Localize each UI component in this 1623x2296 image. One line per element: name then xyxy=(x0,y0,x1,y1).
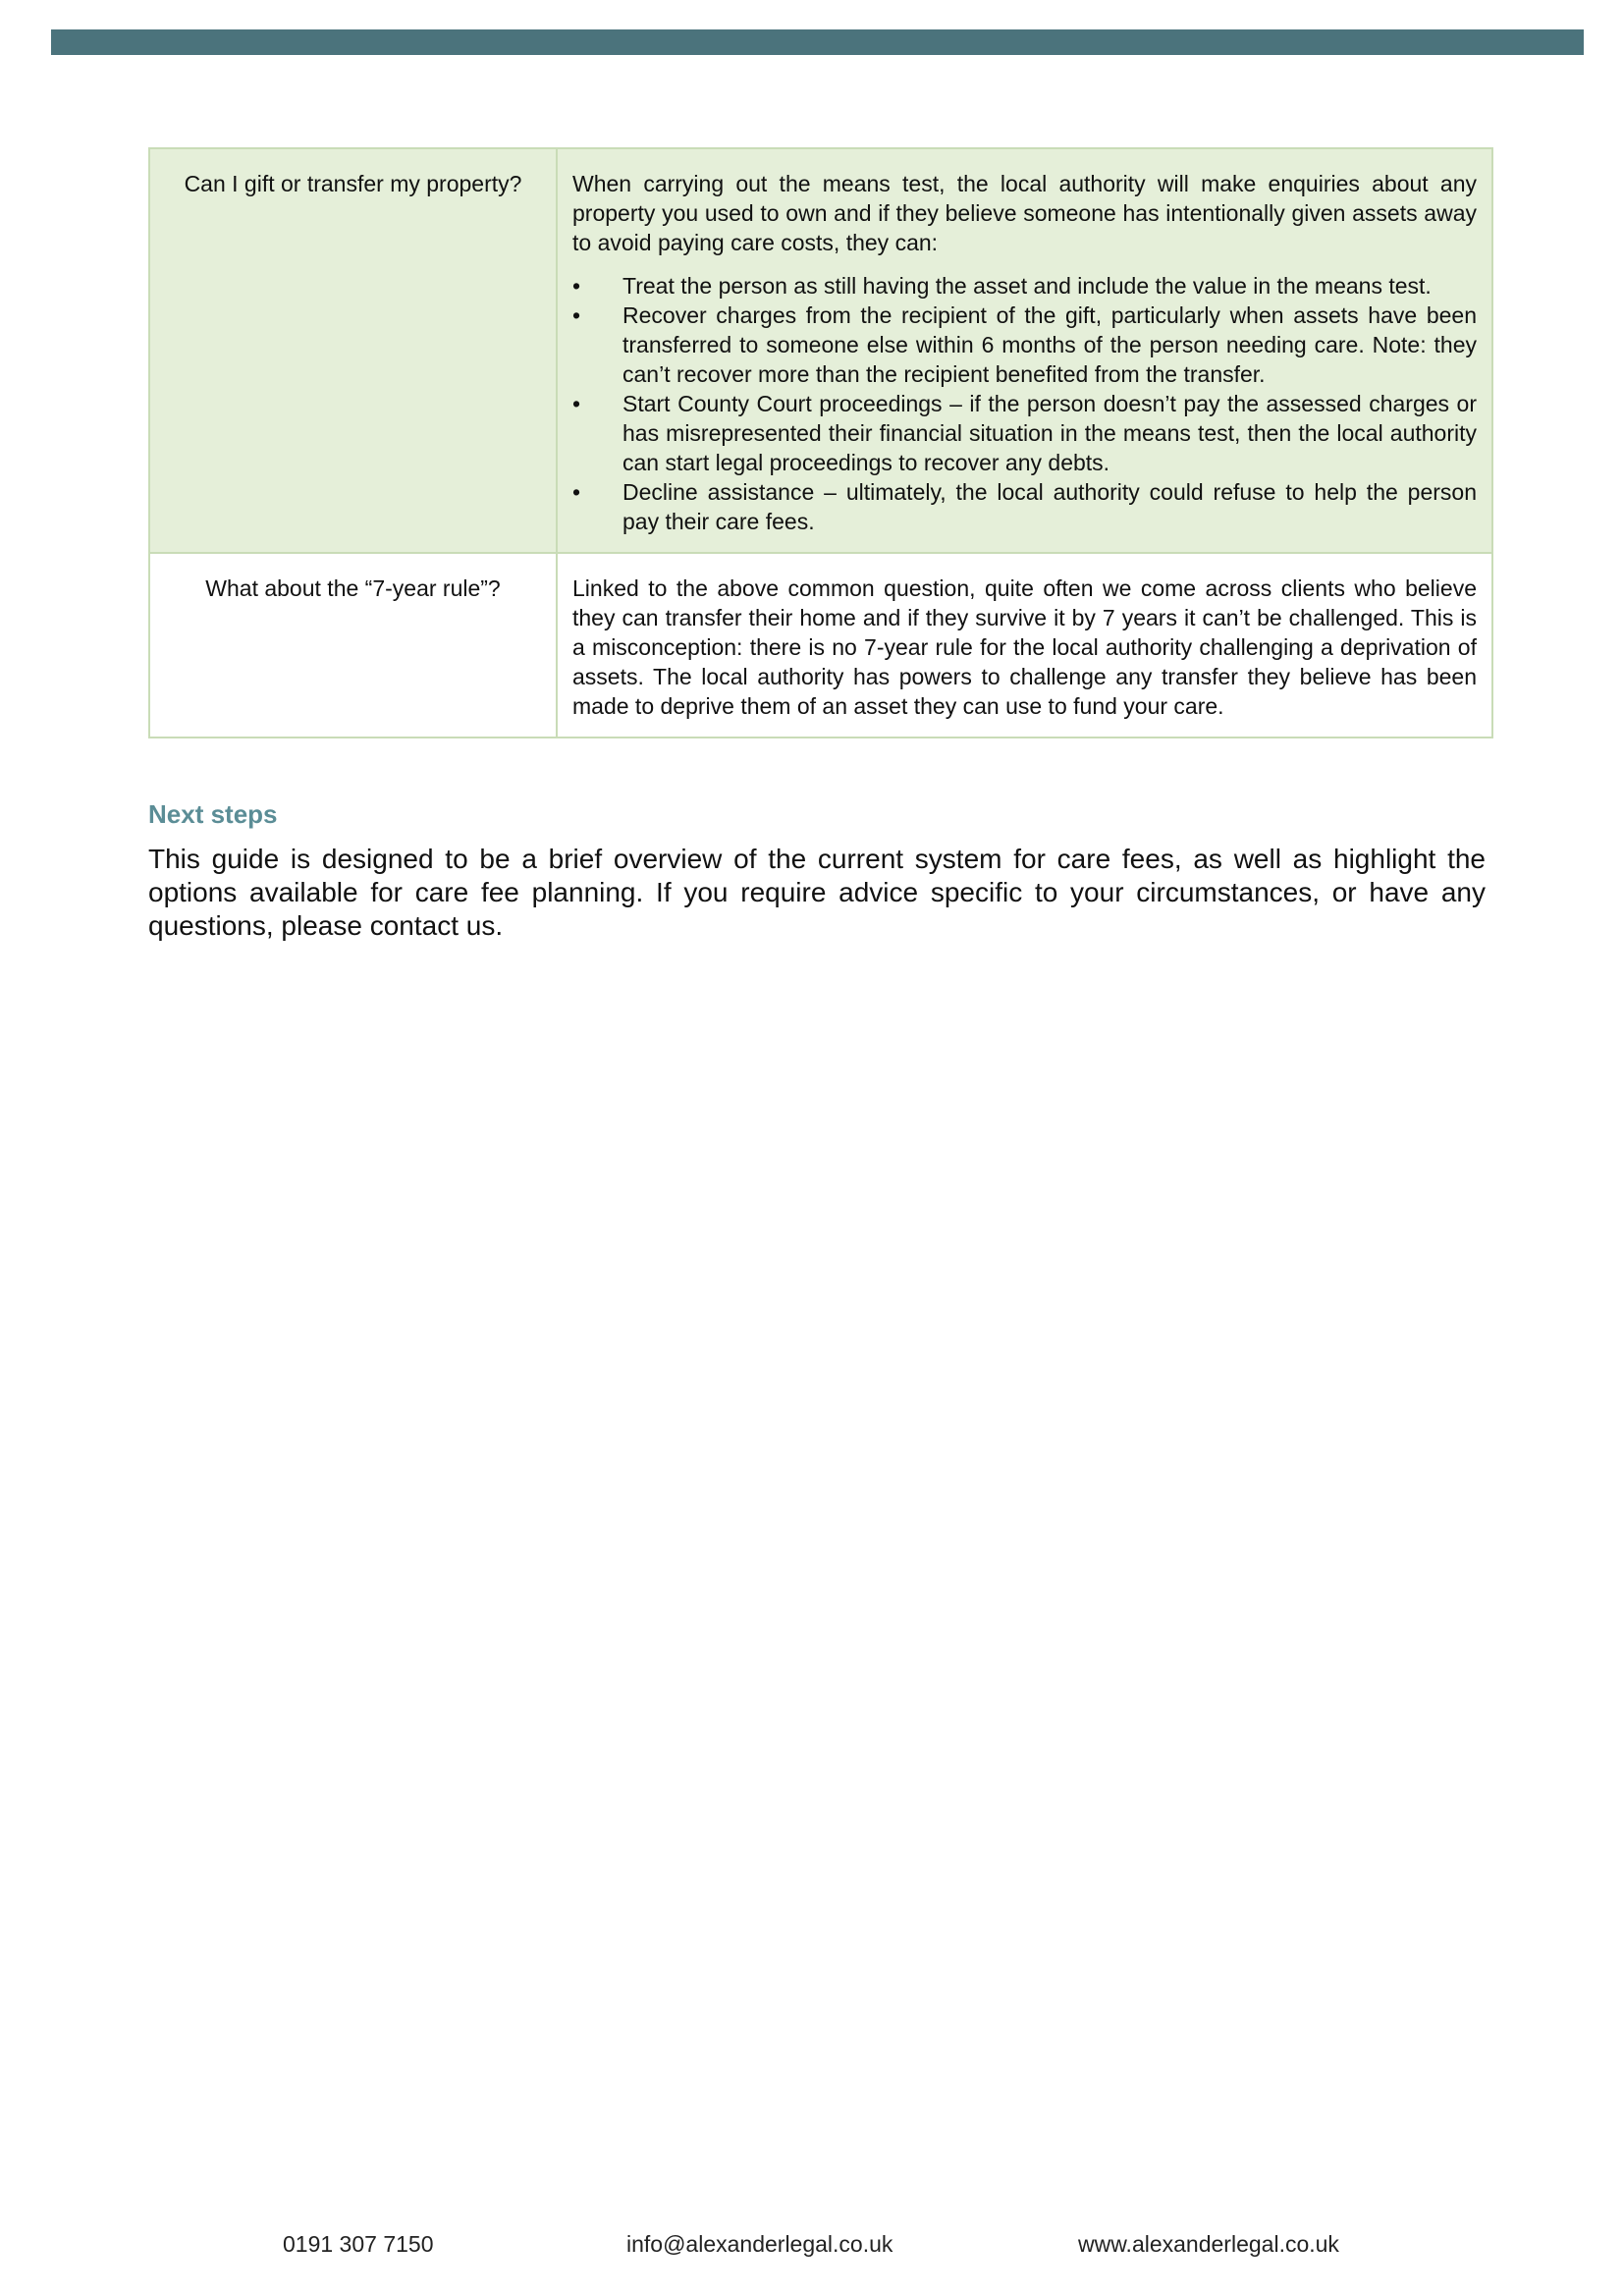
footer-phone: 0191 307 7150 xyxy=(283,2231,434,2257)
faq-table xyxy=(148,147,1493,738)
faq-question: Can I gift or transfer my property? xyxy=(184,171,522,196)
faq-answer-bullet-list xyxy=(572,271,1477,536)
bullet-text: Start County Court proceedings – if the person doesn’t pay the assessed charges or has misrepresented their financial situation in the means test, then the local authority can start legal proceedings to recover any debts. xyxy=(622,391,1477,475)
bullet-list-item xyxy=(572,389,1477,477)
faq-answer-cell xyxy=(557,553,1492,738)
faq-row-seven-year-rule xyxy=(149,553,1492,738)
next-steps-heading: Next steps xyxy=(148,799,278,829)
faq-row-gift-property xyxy=(149,148,1492,553)
header-accent-bar xyxy=(51,29,1584,55)
bullet-icon: • xyxy=(572,273,581,299)
bullet-list-item xyxy=(572,301,1477,389)
faq-answer-cell xyxy=(557,148,1492,553)
bullet-text: Treat the person as still having the asset and include the value in the means test. xyxy=(622,273,1432,299)
faq-question-cell xyxy=(149,553,557,738)
bullet-list-item xyxy=(572,271,1477,301)
bullet-icon: • xyxy=(572,479,581,505)
footer-website: www.alexanderlegal.co.uk xyxy=(1078,2231,1339,2257)
next-steps-body: This guide is designed to be a brief overview of the current system for care fees, as well as highlight the options available for care fee planning. If you require advice specific to your circumstances, or have any questions, please contact us. xyxy=(148,844,1486,941)
faq-question: What about the “7-year rule”? xyxy=(205,575,501,601)
bullet-icon: • xyxy=(572,391,581,416)
bullet-list-item xyxy=(572,477,1477,536)
faq-question-cell xyxy=(149,148,557,553)
faq-answer-intro: When carrying out the means test, the local authority will make enquiries about any property you used to own and if they believe someone has intentionally given assets away to avoid paying care costs, they can: xyxy=(572,171,1477,255)
faq-answer-text: Linked to the above common question, quite often we come across clients who believe they can transfer their home and if they survive it by 7 years it can’t be challenged. This is a misconception: there is no 7-year rule for the local authority challenging a deprivation of assets. The local authority has powers to challenge any transfer they believe has been made to deprive them of an asset they can use to fund your care. xyxy=(572,575,1477,719)
footer-email: info@alexanderlegal.co.uk xyxy=(626,2231,893,2257)
bullet-text: Recover charges from the recipient of the gift, particularly when assets have been transferred to someone else within 6 months of the person needing care. Note: they can’t recover more than the recipient benefited from the transfer. xyxy=(622,302,1477,387)
bullet-text: Decline assistance – ultimately, the local authority could refuse to help the person pay their care fees. xyxy=(622,479,1477,534)
bullet-icon: • xyxy=(572,302,581,328)
